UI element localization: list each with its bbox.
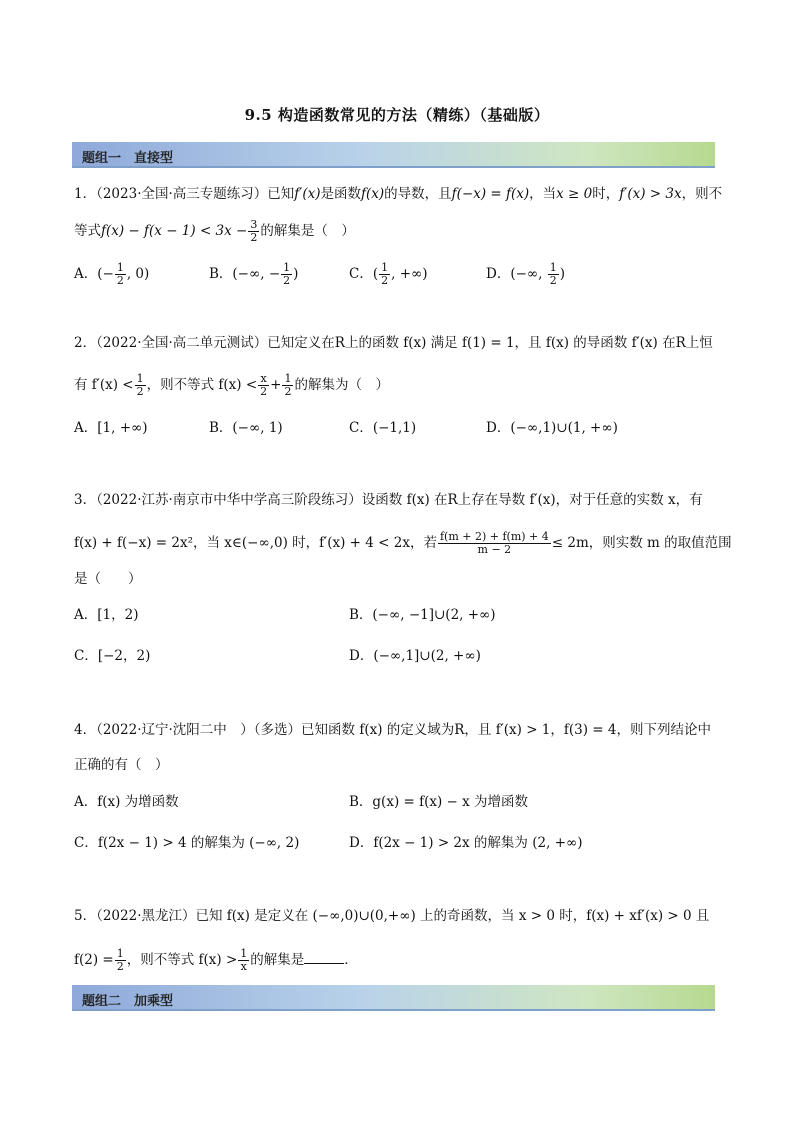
- question-1-option-a: A．(− $\frac{1}{2}$ , 0): [74, 261, 150, 287]
- question-3-line-3: 是（ ）: [74, 571, 142, 587]
- question-4-line-1: 4．（2022·辽宁·沈阳二中 ）（多选）已知函数 f(x) 的定义域为R，且 f′(x) > 1，f(3) = 4，则下列结论中: [74, 722, 712, 738]
- page-title: 9.5 构造函数常见的方法（精练）（基础版）: [244, 106, 550, 124]
- question-1-option-c: C．( $\frac{1}{2}$ , +∞): [349, 261, 428, 287]
- question-2-option-b: B．(−∞, 1): [209, 420, 283, 436]
- section-header-add-multiply: [72, 985, 715, 1011]
- question-3-option-c: C．[−2，2): [74, 648, 151, 664]
- section-label: 题组二 加乘型: [82, 994, 174, 1009]
- question-2-option-d: D．(−∞,1)∪(1, +∞): [486, 420, 618, 436]
- question-1-line-2: 等式f(x) − f(x − 1) < 3x − $\frac{3}{2}$ 的解集是（ ）: [74, 218, 355, 244]
- question-5-line-2: f(2) = $\frac{1}{2}$ ，则不等式 f(x) > $\frac{1}{x}$ 的解集是 ．: [74, 947, 358, 973]
- question-4-option-b: B．g(x) = f(x) − x 为增函数: [349, 794, 529, 810]
- question-4-option-a: A．f(x) 为增函数: [74, 794, 179, 810]
- fraction: $\frac{3}{2}$: [250, 218, 258, 244]
- question-3-option-a: A．[1，2): [74, 607, 139, 623]
- question-2-line-1: 2．（2022·全国·高二单元测试）已知定义在R上的函数 f(x) 满足 f(1) = 1，且 f(x) 的导函数 f′(x) 在R上恒: [74, 335, 713, 351]
- answer-blank: [304, 949, 344, 964]
- question-1-option-d: D．(−∞, $\frac{1}{2}$ ): [486, 261, 566, 287]
- question-2-option-c: C．(−1,1): [349, 420, 417, 436]
- question-1-line-1: 1．（2023·全国·高三专题练习）已知f′(x)是函数f(x)的导数，且f(−x) = f(x)，当x ≥ 0时，f′(x) > 3x，则不: [74, 186, 723, 202]
- question-4-line-2: 正确的有（ ）: [74, 757, 169, 773]
- question-1-option-b: B．(−∞, − $\frac{1}{2}$ ): [209, 261, 299, 287]
- question-3-line-1: 3．（2022·江苏·南京市中华中学高三阶段练习）设函数 f(x) 在R上存在导数 f′(x)，对于任意的实数 x，有: [74, 492, 703, 508]
- question-3-option-b: B．(−∞, −1]∪(2, +∞): [349, 607, 496, 623]
- question-2-line-2: 有 f′(x) < $\frac{1}{2}$ ，则不等式 f(x) < $\frac{x}{2}$ + $\frac{1}{2}$ 的解集为（ ）: [74, 372, 389, 398]
- question-3-line-2: f(x) + f(−x) = 2x²，当 x∈(−∞,0) 时，f′(x) + 4 < 2x，若 $\frac{f(m + 2) + f(m) + 4}{m - 2}$ ≤ 2m，则实数 m 的取值范围: [74, 530, 732, 556]
- question-3-option-d: D．(−∞,1]∪(2, +∞): [349, 648, 481, 664]
- section-header-direct: [72, 142, 715, 168]
- question-4-option-d: D．f(2x − 1) > 2x 的解集为 (2, +∞): [349, 835, 583, 851]
- section-label: 题组一 直接型: [82, 151, 174, 166]
- question-2-option-a: A．[1, +∞): [74, 420, 148, 436]
- question-5-line-1: 5．（2022·黑龙江）已知 f(x) 是定义在 (−∞,0)∪(0,+∞) 上的奇函数，当 x > 0 时，f(x) + xf′(x) > 0 且: [74, 908, 710, 924]
- question-4-option-c: C．f(2x − 1) > 4 的解集为 (−∞, 2): [74, 835, 300, 851]
